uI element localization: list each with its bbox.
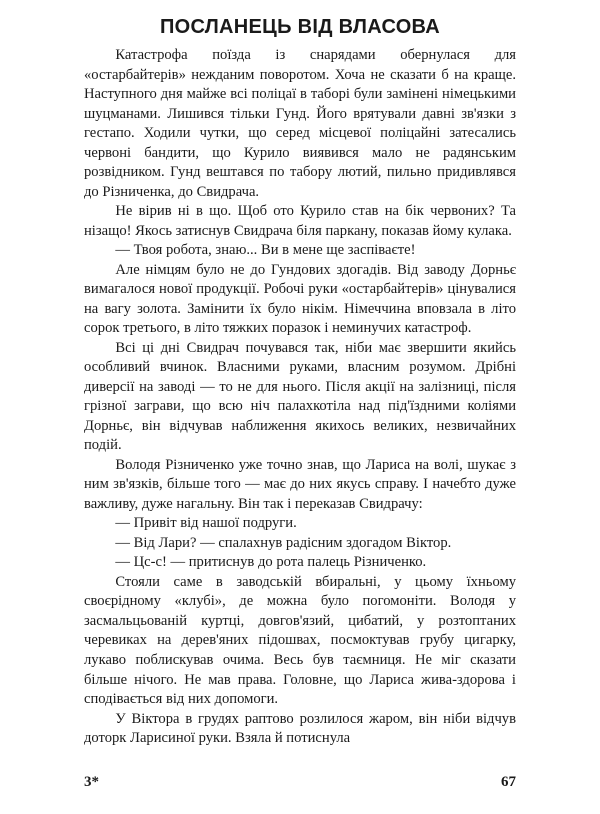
paragraph: Катастрофа поїзда із снарядами обернулася для «остарбайтерів» нежданим поворотом. Хоча не сказати б на краще. Наступного дня майже всі поліцаї в таборі були замінені німецькими шуцманами. Лишився тільки Гунд. Його врятували давні зв'язки з гестапо. Ходили чутки, що серед місцевої поліцайні затесались червоні бандити, що Курило виявився мало не радянським розвідником. Гунд вештався по табору лютий, пильно придивлявся до Різниченка, до Свидрача.	[84, 47, 516, 200]
paragraph: Стояли саме в заводській вбиральні, у цьому їхньому своєрідному «клубі», де можна було погомоніти. Володя у засмальцьованій куртці, довгов'язий, цибатий, у розтоптаних черевиках на дерев'яних підошвах, посмоктував грубу цигарку, лукаво поблискував очима. Весь був таємниця. Не міг сказати більше нічого. Не мав права. Головне, що Лариса жива-здорова і сподівається від них допомоги.	[84, 573, 516, 708]
paragraph: — Цс-с! — притиснув до рота палець Різниченко.	[115, 554, 427, 571]
paragraph: — Твоя робота, знаю... Ви в мене ще заспіваєте!	[115, 242, 416, 259]
paragraph: У Віктора в грудях раптово розлилося жаром, він ніби відчув доторк Ларисиної руки. Взяла й потиснула	[84, 710, 516, 747]
paragraph: — Привіт від нашої подруги.	[115, 515, 297, 532]
paragraph: — Від Лари? — спалахнув радісним здогадом Віктор.	[115, 534, 452, 551]
paragraph: Але німцям було не до Гундових здогадів. Від заводу Дорньє вимагалося нової продукції. Робочі руки «остарбайтерів» цінувалися на вагу золота. Замінити їх було нікім. Німеччина вповзала в літо сорок третього, в літо тяжких поразок і неминучих катастроф.	[84, 261, 516, 337]
page-number: 67	[501, 774, 516, 790]
chapter-title: ПОСЛАНЕЦЬ ВІД ВЛАСОВА	[159, 16, 441, 38]
paragraph: Не вірив ні в що. Щоб ото Курило став на бік червоних? Та нізащо! Якось затиснув Свидрача біля паркану, показав йому кулака.	[84, 203, 516, 239]
signature-mark: 3*	[84, 774, 99, 790]
paragraph: Всі ці дні Свидрач почувався так, ніби має звершити якийсь особливий вчинок. Власними руками, власним розумом. Дрібні диверсії на заводі — то не для нього. Після акції на залізниці, після грізної заграви, що всю ніч палахкотіла над під'їздними коліями Дорньє, він відчував наближення якихось великих, незвичайних подій.	[84, 339, 516, 454]
paragraph: Володя Різниченко уже точно знав, що Лариса на волі, шукає з ним зв'язків, більше того — має до них якусь справу. І начебто дуже важливу, дуже нагальну. Він так і переказав Свидрачу:	[84, 456, 516, 512]
body-text	[84, 46, 516, 749]
